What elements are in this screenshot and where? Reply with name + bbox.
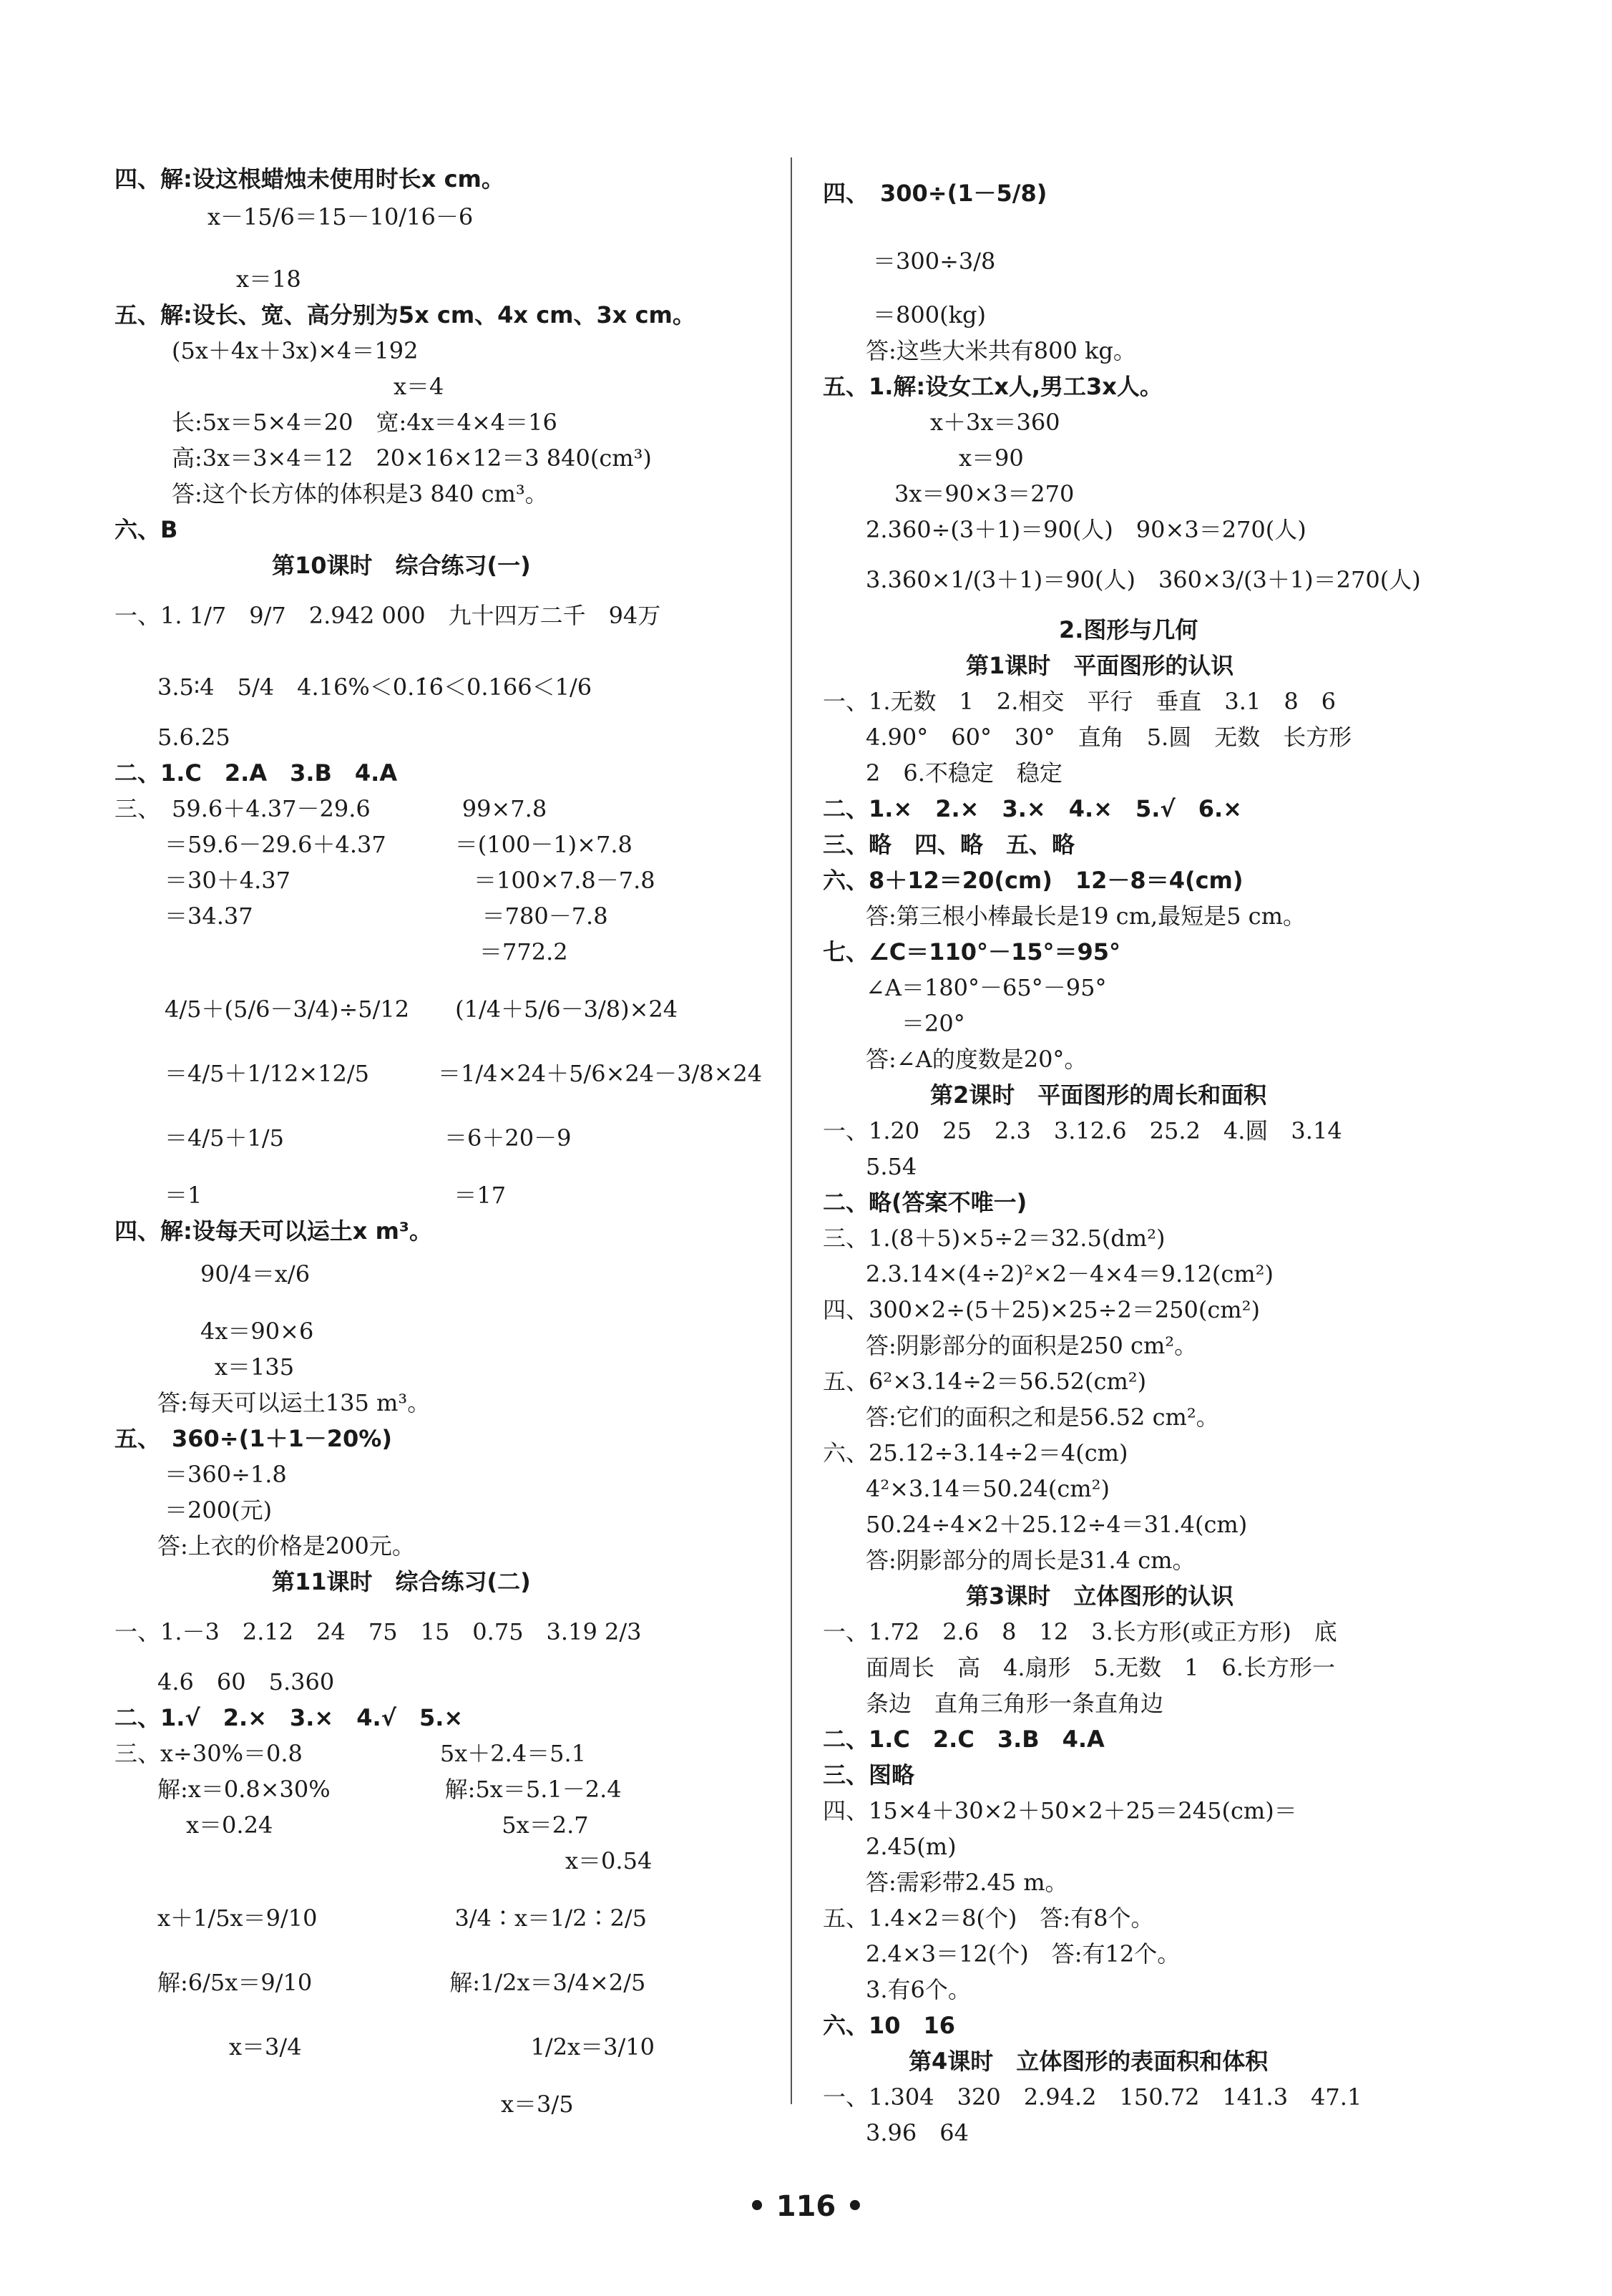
text-line: x＋1/5x＝9/10 3/4∶x＝1/2∶2/5 bbox=[157, 1905, 648, 1932]
text-line: 三、1.(8＋5)×5÷2＝32.5(dm²) bbox=[823, 1225, 1166, 1252]
text-line: ∠A＝180°－65°－95° bbox=[866, 974, 1107, 1001]
text-line: 三、图略 bbox=[823, 1761, 915, 1789]
text-line: 2.360÷(3＋1)＝90(人) 90×3＝270(人) bbox=[866, 516, 1306, 543]
text-line: 高:3x＝3×4＝12 20×16×12＝3 840(cm³) bbox=[172, 444, 652, 472]
text-line: ＝300÷3/8 bbox=[873, 248, 996, 275]
text-line: ＝4/5＋1/12×12/5 ＝1/4×24＋5/6×24－3/8×24 bbox=[165, 1060, 763, 1087]
text-line: x＝4 bbox=[394, 373, 444, 400]
section-heading: 第1课时 平面图形的认识 bbox=[966, 652, 1234, 679]
text-line: 4/5＋(5/6－3/4)÷5/12 (1/4＋5/6－3/8)×24 bbox=[165, 996, 678, 1023]
text-line: ＝1 ＝17 bbox=[165, 1182, 507, 1209]
text-line: 答:这个长方体的体积是3 840 cm³。 bbox=[172, 480, 548, 507]
text-line: 三、略 四、略 五、略 bbox=[823, 831, 1075, 858]
text-line: (5x＋4x＋3x)×4＝192 bbox=[172, 337, 419, 364]
text-line: 5.6.25 bbox=[157, 724, 230, 751]
text-line: 四、 300÷(1－5/8) bbox=[823, 180, 1047, 207]
text-line: 答:∠A的度数是20°。 bbox=[866, 1046, 1088, 1073]
text-line: ＝800(kg) bbox=[873, 301, 986, 329]
text-line: 一、1.－3 2.12 24 75 15 0.75 3.19 2/3 bbox=[114, 1618, 642, 1645]
text-line: 五、1.解:设女工x人,男工3x人。 bbox=[823, 373, 1163, 400]
text-line: 答:每天可以运土135 m³。 bbox=[157, 1389, 431, 1416]
text-line: 3.360×1/(3＋1)＝90(人) 360×3/(3＋1)＝270(人) bbox=[866, 566, 1421, 593]
text-line: 五、 360÷(1＋1－20%) bbox=[114, 1425, 392, 1452]
text-line: 2.3.14×(4÷2)²×2－4×4＝9.12(cm²) bbox=[866, 1260, 1274, 1288]
text-line: 2 6.不稳定 稳定 bbox=[866, 759, 1063, 787]
text-line: 90/4＝x/6 bbox=[200, 1260, 311, 1288]
section-heading: 第2课时 平面图形的周长和面积 bbox=[930, 1081, 1267, 1109]
text-line: 答:上衣的价格是200元。 bbox=[157, 1532, 415, 1560]
text-line: 五、6²×3.14÷2＝56.52(cm²) bbox=[823, 1368, 1147, 1395]
section-heading: 第4课时 立体图形的表面积和体积 bbox=[909, 2048, 1269, 2075]
page-number: • 116 • bbox=[748, 2190, 864, 2223]
text-line: 解:x＝0.8×30% 解:5x＝5.1－2.4 bbox=[157, 1776, 622, 1803]
text-line: x＝3/4 1/2x＝3/10 bbox=[229, 2033, 655, 2061]
text-line: 五、解:设长、宽、高分别为5x cm、4x cm、3x cm。 bbox=[114, 301, 695, 329]
text-line: 答:它们的面积之和是56.52 cm²。 bbox=[866, 1404, 1219, 1431]
text-line: x－15/6＝15－10/16－6 bbox=[207, 203, 474, 230]
text-line: 答:阴影部分的面积是250 cm²。 bbox=[866, 1332, 1198, 1359]
text-line: 2.4×3＝12(个) 答:有12个。 bbox=[866, 1940, 1181, 1967]
text-line: 二、1.√ 2.× 3.× 4.√ 5.× bbox=[114, 1704, 464, 1731]
text-line: 一、1. 1/7 9/7 2.942 000 九十四万二千 94万 bbox=[114, 602, 661, 629]
text-line: 2.45(m) bbox=[866, 1833, 957, 1860]
text-line: 面周长 高 4.扇形 5.无数 1 6.长方形一 bbox=[866, 1654, 1335, 1681]
text-line: 一、1.304 320 2.94.2 150.72 141.3 47.1 bbox=[823, 2083, 1362, 2111]
text-line: 答:第三根小棒最长是19 cm,最短是5 cm。 bbox=[866, 903, 1306, 930]
text-line: 七、∠C＝110°－15°＝95° bbox=[823, 938, 1121, 965]
text-line: 六、8＋12＝20(cm) 12－8＝4(cm) bbox=[823, 867, 1244, 894]
text-line: 二、1.× 2.× 3.× 4.× 5.√ 6.× bbox=[823, 795, 1242, 822]
text-line: 二、略(答案不唯一) bbox=[823, 1189, 1027, 1216]
text-line: 六、10 16 bbox=[823, 2012, 956, 2039]
text-line: 5.54 bbox=[866, 1153, 917, 1180]
text-line: 四、解:设这根蜡烛未使用时长x cm。 bbox=[114, 165, 504, 193]
text-line: 一、1.72 2.6 8 12 3.长方形(或正方形) 底 bbox=[823, 1618, 1337, 1645]
text-line: 4x＝90×6 bbox=[200, 1318, 314, 1345]
text-line: 四、300×2÷(5＋25)×25÷2＝250(cm²) bbox=[823, 1296, 1260, 1323]
text-line: 二、1.C 2.A 3.B 4.A bbox=[114, 759, 398, 787]
section-heading: 2.图形与几何 bbox=[1059, 616, 1198, 643]
text-line: 4²×3.14＝50.24(cm²) bbox=[866, 1475, 1110, 1502]
text-line: 解:6/5x＝9/10 解:1/2x＝3/4×2/5 bbox=[157, 1969, 646, 1996]
text-line: 六、B bbox=[114, 516, 178, 543]
text-line: x＋3x＝360 bbox=[930, 409, 1060, 436]
text-line: 3.96 64 bbox=[866, 2119, 969, 2146]
section-heading: 第11课时 综合练习(二) bbox=[272, 1568, 531, 1595]
text-line: 四、15×4＋30×2＋50×2＋25＝245(cm)＝ bbox=[823, 1797, 1297, 1824]
text-line: ＝34.37 ＝780－7.8 bbox=[165, 903, 608, 930]
right-column bbox=[823, 0, 1567, 2296]
text-line: 4.90° 60° 30° 直角 5.圆 无数 长方形 bbox=[866, 724, 1352, 751]
text-line: ＝59.6－29.6＋4.37 ＝(100－1)×7.8 bbox=[165, 831, 632, 858]
text-line: 四、解:设每天可以运土x m³。 bbox=[114, 1217, 432, 1245]
text-line: ＝30＋4.37 ＝100×7.8－7.8 bbox=[165, 867, 655, 894]
text-line: 答:阴影部分的周长是31.4 cm。 bbox=[866, 1547, 1196, 1574]
text-line: x＝0.54 bbox=[565, 1847, 653, 1874]
text-line: ＝360÷1.8 bbox=[165, 1461, 287, 1488]
text-line: 3.有6个。 bbox=[866, 1976, 971, 2003]
text-line: x＝18 bbox=[236, 266, 301, 293]
text-line: 一、1.20 25 2.3 3.12.6 25.2 4.圆 3.14 bbox=[823, 1117, 1342, 1144]
text-line: 答:这些大米共有800 kg。 bbox=[866, 337, 1136, 364]
text-line: 50.24÷4×2＋25.12÷4＝31.4(cm) bbox=[866, 1511, 1248, 1538]
text-line: 条边 直角三角形一条直角边 bbox=[866, 1690, 1164, 1717]
text-line: 六、25.12÷3.14÷2＝4(cm) bbox=[823, 1439, 1128, 1466]
text-line: x＝90 bbox=[959, 444, 1024, 472]
text-line: x＝0.24 5x＝2.7 bbox=[186, 1811, 589, 1839]
text-line: ＝4/5＋1/5 ＝6＋20－9 bbox=[165, 1124, 572, 1152]
section-heading: 第10课时 综合练习(一) bbox=[272, 552, 531, 579]
text-line: 一、1.无数 1 2.相交 平行 垂直 3.1 8 6 bbox=[823, 688, 1337, 715]
text-line: ＝772.2 bbox=[479, 938, 568, 965]
text-line: 3.5∶4 5/4 4.16%＜0.1̇6̇＜0.166＜1/6 bbox=[157, 673, 592, 701]
section-heading: 第3课时 立体图形的认识 bbox=[966, 1582, 1234, 1610]
text-line: 五、1.4×2＝8(个) 答:有8个。 bbox=[823, 1905, 1154, 1932]
text-line: ＝200(元) bbox=[165, 1497, 273, 1524]
left-column bbox=[114, 0, 859, 2296]
text-line: 长:5x＝5×4＝20 宽:4x＝4×4＝16 bbox=[172, 409, 557, 436]
text-line: ＝20° bbox=[902, 1010, 965, 1037]
text-line: 三、x÷30%＝0.8 5x＋2.4＝5.1 bbox=[114, 1740, 587, 1767]
text-line: 二、1.C 2.C 3.B 4.A bbox=[823, 1726, 1105, 1753]
text-line: x＝135 bbox=[215, 1353, 295, 1381]
text-line: 4.6 60 5.360 bbox=[157, 1668, 335, 1696]
text-line: x＝3/5 bbox=[501, 2091, 574, 2118]
text-line: 3x＝90×3＝270 bbox=[894, 480, 1075, 507]
text-line: 答:需彩带2.45 m。 bbox=[866, 1869, 1068, 1896]
text-line: 三、 59.6＋4.37－29.6 99×7.8 bbox=[114, 795, 547, 822]
